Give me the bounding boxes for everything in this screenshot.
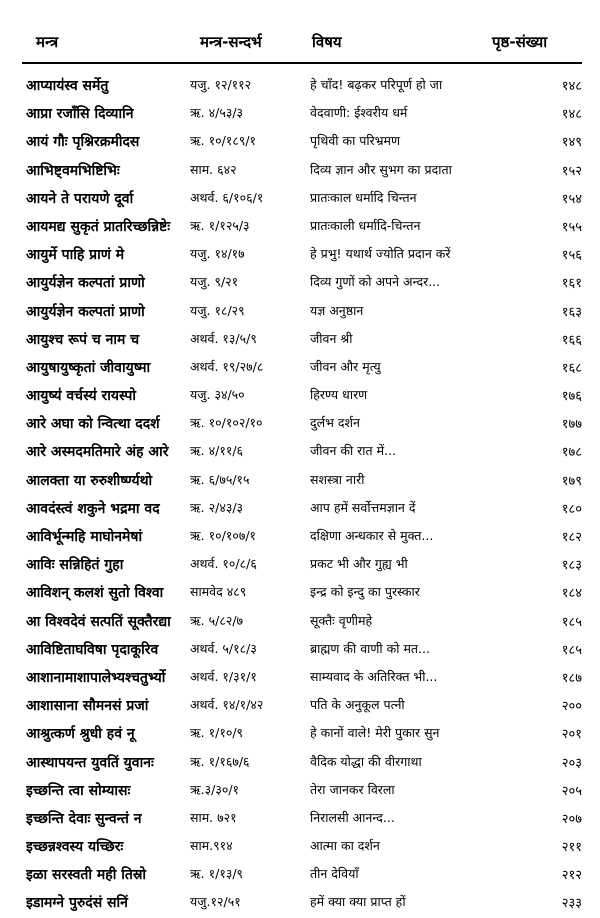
row-reference: अथर्व. १०/८/६ — [190, 556, 257, 572]
row-subject: वेदवाणी: ईश्वरीय धर्म — [310, 105, 408, 121]
row-mantra: आयमद्य सुकृतं प्रातरिच्छन्निष्टेः — [26, 218, 171, 235]
row-page-number: १५४ — [561, 191, 582, 207]
table-row — [0, 100, 600, 128]
row-reference: साम. ६४२ — [190, 161, 237, 177]
row-reference: यजु. ३४/५० — [190, 387, 245, 403]
row-subject: हे प्रभु! यथार्थ ज्योति प्रदान करें — [310, 246, 451, 262]
row-mantra: आरे अघा को न्वित्था ददर्श — [26, 416, 160, 433]
row-subject: हिरण्य धारण — [310, 387, 368, 403]
row-mantra: इच्छन्ति देवाः सुन्वन्तं न — [26, 810, 142, 827]
row-subject: दिव्य गुणों को अपने अन्दर... — [310, 274, 441, 290]
table-row — [0, 185, 600, 213]
row-page-number: २३३ — [561, 896, 582, 912]
row-mantra: इच्छन्ति त्वा सोम्यासः — [26, 782, 131, 799]
row-page-number: १६८ — [561, 360, 582, 376]
table-row — [0, 861, 600, 889]
row-mantra: आवदंस्त्वं शकुने भद्रमा वद — [26, 500, 160, 517]
row-subject: वैदिक योद्धा की वीरगाथा — [310, 753, 422, 769]
row-mantra: आलक्ता या रुरुशीर्ष्ण्यथो — [26, 472, 153, 489]
table-row — [0, 298, 600, 326]
row-mantra: आविशन् कलशं सुतो विश्वा — [26, 585, 164, 602]
table-row — [0, 241, 600, 269]
row-subject: हमें क्या क्या प्राप्त हों — [310, 894, 406, 910]
row-reference: ऋ. २/४३/३ — [190, 499, 244, 515]
row-reference: साम.९१४ — [190, 838, 233, 854]
row-mantra: आविर्भून्महि माघोनमेषां — [26, 529, 143, 545]
table-header — [0, 0, 600, 62]
row-page-number: १७९ — [561, 473, 582, 489]
table-row — [0, 354, 600, 382]
row-subject: पति के अनुकूल पत्नी — [310, 697, 405, 713]
table-row — [0, 720, 600, 748]
row-mantra: आयुर्मे पाहि प्राणं मे — [26, 247, 125, 264]
row-reference: ऋ. १०/१८९/१ — [190, 133, 257, 149]
row-page-number: १८४ — [561, 586, 582, 602]
table-row — [0, 326, 600, 354]
row-subject: यज्ञ अनुष्ठान — [310, 302, 364, 318]
row-mantra: आशासाना सौमनसं प्रजां — [26, 698, 149, 715]
row-mantra: आशानामाशापालेभ्यश्चतुर्भ्यो — [26, 669, 166, 686]
table-row — [0, 664, 600, 692]
row-mantra: आप्याय॑स्व सर्मेतु — [26, 78, 109, 94]
row-mantra: आविः सन्निहितं गुहा — [26, 557, 124, 574]
row-subject: सूक्तैः वृणीमहे — [310, 612, 373, 628]
table-row — [0, 523, 600, 551]
table-row — [0, 889, 600, 917]
row-mantra: आस्थापयन्त युवतिं युवानः — [26, 754, 154, 771]
row-page-number: १६३ — [561, 304, 582, 320]
index-table-body — [0, 72, 600, 918]
row-subject: ब्राह्मण की वाणी को मत... — [310, 640, 430, 656]
row-subject: प्रकट भी और गुह्य भी — [310, 556, 408, 572]
row-reference: यजु. १४/१७ — [190, 246, 245, 262]
row-reference: ऋ. १०/१०७/१ — [190, 528, 257, 543]
row-reference: अथर्व. ५/१८/३ — [190, 640, 257, 656]
row-reference: यजु.१२/५१ — [190, 894, 241, 910]
row-subject: आप हमें सर्वोत्तमज्ञान दें — [310, 499, 416, 515]
row-page-number: १४८ — [561, 79, 582, 94]
row-reference: ऋ. १/१६७/६ — [190, 753, 250, 769]
row-mantra: आभिष्ट्वमभिष्टिभिः — [26, 162, 120, 179]
row-reference: अथर्व. ६/१०६/१ — [190, 189, 264, 205]
row-page-number: १८० — [561, 501, 582, 517]
row-subject: पृथिवी का परिभ्रमण — [310, 133, 401, 149]
row-reference: ऋ. १/१०/९ — [190, 725, 244, 741]
row-reference: यजु. ९/२१ — [190, 274, 239, 290]
row-page-number: २०१ — [561, 727, 582, 743]
row-subject: इन्द्र को इन्दु का पुरस्कार — [310, 584, 420, 600]
row-mantra: इच्छन्नश्वस्य यच्छिरः — [26, 839, 124, 856]
row-mantra: आ विश्वदेवं सत्पतिं सूक्तैरद्या — [26, 613, 171, 630]
row-page-number: १४८ — [561, 107, 582, 123]
table-row — [0, 157, 600, 185]
row-subject: प्रातःकाल धर्मादि चिन्तन — [310, 189, 417, 205]
row-subject: आत्मा का दर्शन — [310, 838, 380, 854]
row-page-number: १५५ — [561, 219, 582, 235]
row-reference: ऋ. ४/५३/३ — [190, 105, 244, 121]
row-mantra: इडामग्ने पुरुदंसं सनिं — [26, 895, 128, 912]
row-page-number: २११ — [561, 840, 582, 856]
row-page-number: १८७ — [561, 670, 582, 686]
row-subject: साम्यवाद के अतिरिक्त भी... — [310, 668, 438, 684]
row-reference: यजु. १२/११२ — [190, 77, 252, 92]
row-reference: ऋ.३/३०/१ — [190, 781, 240, 797]
row-subject: जीवन और मृत्यु — [310, 358, 381, 374]
row-page-number: १८२ — [561, 530, 582, 545]
row-subject: निरालसी आनन्द... — [310, 809, 395, 825]
row-reference: अथर्व. १९/२७/८ — [190, 358, 264, 374]
row-page-number: १८५ — [561, 642, 582, 658]
row-page-number: १५६ — [561, 248, 582, 264]
row-subject: हे चाँद! बढ़कर परिपूर्ण हो जा — [310, 77, 443, 92]
table-row — [0, 833, 600, 861]
table-row — [0, 128, 600, 156]
row-subject: हे कानों वाले! मेरी पुकार सुन — [310, 725, 440, 741]
header-reference: मन्त्र-सन्दर्भ — [200, 33, 262, 51]
row-page-number: १७८ — [561, 445, 582, 461]
row-subject: प्रातःकाली धर्मादि-चिन्तन — [310, 217, 421, 233]
row-page-number: १७७ — [561, 417, 582, 433]
row-reference: यजु. १८/२९ — [190, 302, 245, 318]
table-row — [0, 410, 600, 438]
row-page-number: २०३ — [561, 755, 582, 771]
row-reference: ऋ. १/१२५/३ — [190, 217, 250, 233]
row-page-number: २०७ — [561, 811, 582, 827]
row-mantra: आयुष्य॑ वर्चस्य॑ रायस्पो — [26, 388, 137, 405]
table-row — [0, 269, 600, 297]
row-reference: ऋ. १०/१०२/१० — [190, 415, 263, 431]
row-subject: जीवन की रात में... — [310, 443, 397, 459]
table-row — [0, 805, 600, 833]
row-mantra: आरे अस्मदमतिमारे अंह आरे — [26, 444, 169, 461]
row-subject: दिव्य ज्ञान और सुभग का प्रदाता — [310, 161, 452, 177]
row-page-number: १७६ — [561, 389, 582, 405]
header-divider — [22, 62, 582, 64]
row-page-number: २१२ — [561, 868, 582, 884]
row-reference: साम. ७२१ — [190, 809, 237, 825]
header-mantra: मन्त्र — [36, 33, 59, 51]
row-subject: दक्षिणा अन्धकार से मुक्त... — [310, 528, 434, 543]
row-page-number: १५२ — [561, 163, 582, 179]
table-row — [0, 495, 600, 523]
row-reference: ऋ. १/१३/९ — [190, 866, 244, 882]
row-reference: ऋ. ६/७५/१५ — [190, 471, 250, 487]
row-page-number: १६१ — [561, 276, 582, 292]
row-mantra: आयुर्यज्ञेन कल्पतां प्राणो — [26, 303, 145, 320]
row-mantra: इळा सरस्वती मही तिस्रो — [26, 867, 147, 884]
row-reference: अथर्व. १३/५/९ — [190, 330, 257, 346]
table-row — [0, 213, 600, 241]
table-row — [0, 579, 600, 607]
header-subject: विषय — [312, 33, 342, 51]
table-row — [0, 467, 600, 495]
row-page-number: १८३ — [561, 558, 582, 574]
row-mantra: आयने ते परायणे दूर्वा — [26, 190, 134, 207]
row-page-number: १४९ — [561, 135, 582, 151]
table-row — [0, 438, 600, 466]
row-page-number: १६६ — [561, 332, 582, 348]
row-page-number: २०५ — [561, 783, 582, 799]
row-mantra: आयुर्यज्ञेन कल्पतां प्राणो — [26, 275, 145, 292]
row-page-number: २०० — [561, 699, 582, 715]
table-row — [0, 777, 600, 805]
row-subject: दुर्लभ दर्शन — [310, 415, 360, 431]
row-reference: सामवेद ४८९ — [190, 584, 247, 600]
row-subject: जीवन श्री — [310, 330, 353, 346]
row-page-number: १८५ — [561, 614, 582, 630]
header-page-number: पृष्ठ-संख्या — [492, 33, 548, 51]
table-row — [0, 636, 600, 664]
row-reference: ऋ. ५/८२/७ — [190, 612, 244, 628]
row-subject: तेरा जानकर विरला — [310, 781, 395, 797]
table-row — [0, 382, 600, 410]
row-mantra: आयं गौः पृश्निरक्रमीदस — [26, 134, 140, 151]
table-row — [0, 692, 600, 720]
row-mantra: आविष्टिताघविषा पृदाकूरिव — [26, 641, 159, 658]
row-reference: अथर्व. १/३१/१ — [190, 668, 257, 684]
row-mantra: आयुश्च रूपं च नाम च — [26, 331, 140, 348]
row-mantra: आश्रुत्कर्ण श्रुधी हवं नू — [26, 726, 135, 743]
row-reference: अथर्व. १४/१/४२ — [190, 697, 264, 713]
table-row — [0, 551, 600, 579]
row-subject: तीन देवियाँ — [310, 866, 359, 882]
row-mantra: आयुषायुष्कृतां जीवायुष्मा — [26, 359, 151, 376]
row-reference: ऋ. ४/११/६ — [190, 443, 244, 459]
row-mantra: आप्रा रजाँसि दिव्यानि — [26, 106, 134, 123]
table-row — [0, 608, 600, 636]
row-subject: सशस्त्रा नारी — [310, 471, 365, 487]
table-row — [0, 749, 600, 777]
table-row — [0, 72, 600, 100]
